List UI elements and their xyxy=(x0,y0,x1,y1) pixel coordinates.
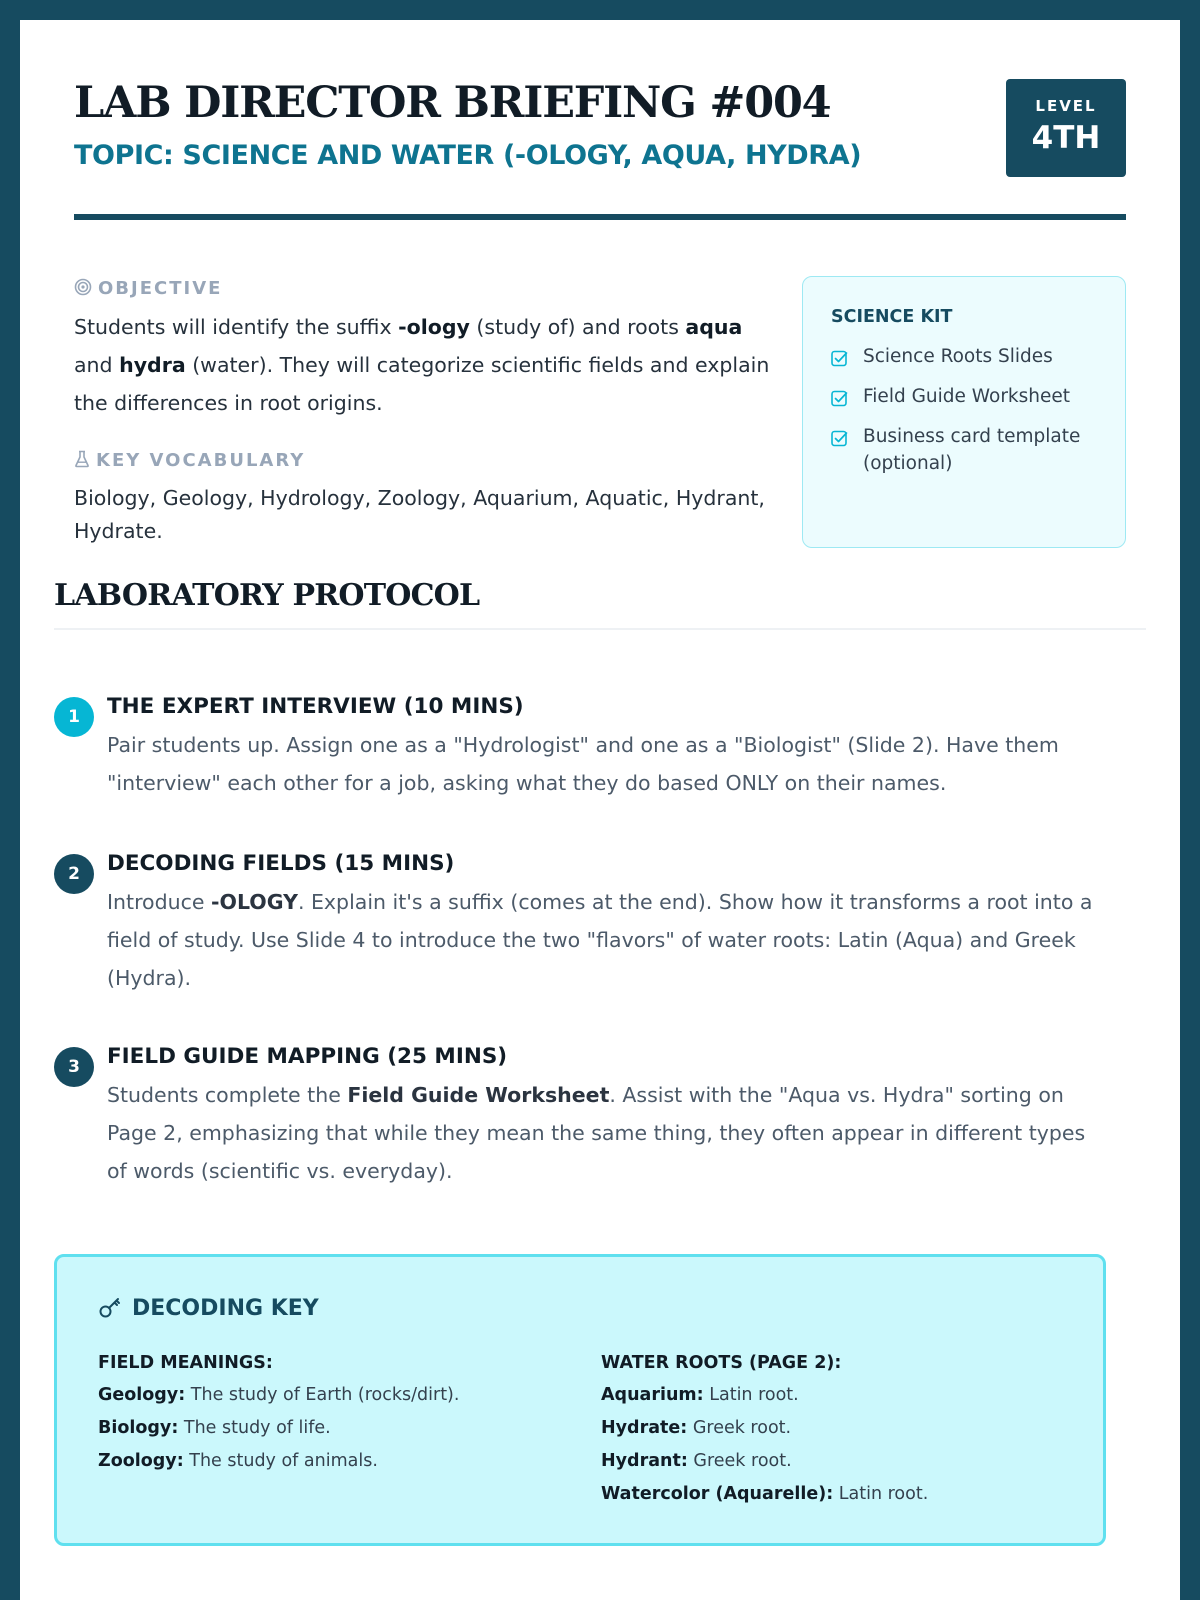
kit-item: Science Roots Slides xyxy=(831,343,1125,370)
checkbox-checked-icon xyxy=(831,350,848,367)
flask-icon xyxy=(74,450,90,468)
water-roots-column xyxy=(601,1353,1071,1516)
kit-item: Business card template (optional) xyxy=(831,423,1125,477)
level-value: 4TH xyxy=(1031,120,1101,156)
vocabulary-text: Biology, Geology, Hydrology, Zoology, Aquarium, Aquatic, Hydrant, Hydrate. xyxy=(74,486,765,543)
step-number-badge: 2 xyxy=(54,854,94,894)
page-title: LAB DIRECTOR BRIEFING #004 xyxy=(74,78,831,128)
intro-section xyxy=(74,220,1126,620)
topic-subtitle: TOPIC: SCIENCE AND WATER (-OLOGY, AQUA, HYDRA) xyxy=(74,140,862,171)
key-entry: Hydrant: Greek root. xyxy=(601,1451,792,1471)
protocol-divider xyxy=(54,628,1146,630)
target-icon xyxy=(74,278,92,296)
checkbox-checked-icon xyxy=(831,390,848,407)
level-badge xyxy=(1006,79,1126,177)
step-description: Pair students up. Assign one as a "Hydrologist" and one as a "Biologist" (Slide 2). Have them "interview" each other for a job, asking what they do based ONLY on their names. xyxy=(107,733,1059,795)
science-kit-panel xyxy=(802,276,1126,548)
key-entry: Zoology: The study of animals. xyxy=(98,1451,378,1471)
briefing-header xyxy=(74,20,1126,220)
objective-text: Students will identify the suffix -ology (study of) and roots aqua and hydra (water). They will categorize scientific fields and explain the differences in root origins. xyxy=(74,315,770,415)
step-heading: FIELD GUIDE MAPPING (25 MINS) xyxy=(107,1044,508,1069)
key-icon xyxy=(98,1295,122,1319)
level-label: LEVEL xyxy=(1035,97,1097,115)
kit-item: Field Guide Worksheet xyxy=(831,383,1125,410)
step-description: Introduce -OLOGY. Explain it's a suffix (comes at the end). Show how it transforms a root into a field of study. Use Slide 4 to introduce the two "flavors" of water roots: Latin (Aqua) and Greek (Hydra). xyxy=(107,890,1093,990)
step-heading: DECODING FIELDS (15 MINS) xyxy=(107,851,455,876)
step-description: Students complete the Field Guide Worksheet. Assist with the "Aqua vs. Hydra" sorting on Page 2, emphasizing that while they mean the same thing, they often appear in different types of words (scientific vs. everyday). xyxy=(107,1083,1086,1183)
step-heading: THE EXPERT INTERVIEW (10 MINS) xyxy=(107,694,524,719)
step-number-badge: 1 xyxy=(54,697,94,737)
decoding-key-title: DECODING KEY xyxy=(98,1295,319,1321)
objective-label: OBJECTIVE xyxy=(74,278,222,299)
key-entry: Aquarium: Latin root. xyxy=(601,1385,799,1405)
field-meanings-heading: FIELD MEANINGS: xyxy=(98,1353,273,1373)
key-entry: Biology: The study of life. xyxy=(98,1418,331,1438)
decoding-key-panel xyxy=(54,1254,1106,1546)
field-meanings-column xyxy=(98,1353,568,1483)
key-entry: Geology: The study of Earth (rocks/dirt). xyxy=(98,1385,460,1405)
science-kit-title: SCIENCE KIT xyxy=(831,307,953,327)
protocol-title: LABORATORY PROTOCOL xyxy=(54,578,480,613)
checkbox-checked-icon xyxy=(831,430,848,447)
water-roots-heading: WATER ROOTS (PAGE 2): xyxy=(601,1353,842,1373)
vocabulary-label: KEY VOCABULARY xyxy=(74,450,305,471)
science-kit-list xyxy=(831,343,1125,477)
key-entry: Hydrate: Greek root. xyxy=(601,1418,792,1438)
key-entry: Watercolor (Aquarelle): Latin root. xyxy=(601,1484,929,1504)
step-number-badge: 3 xyxy=(54,1047,94,1087)
